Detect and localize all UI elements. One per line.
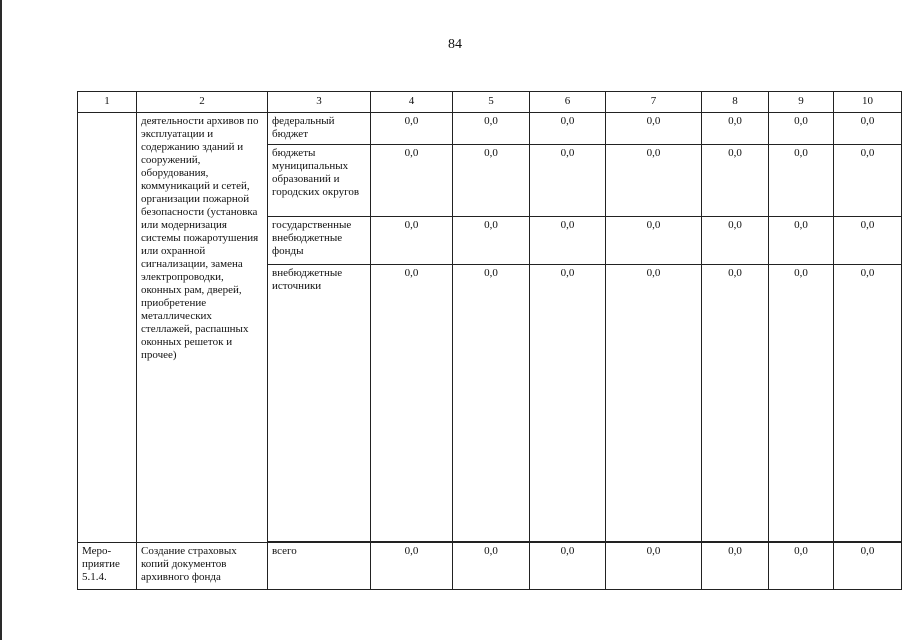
value-cell: 0,0 [606, 113, 702, 145]
column-header: 7 [606, 92, 702, 113]
value-cell: 0,0 [453, 217, 530, 265]
value-cell: 0,0 [769, 113, 834, 145]
value-cell: 0,0 [834, 217, 902, 265]
column-header: 4 [371, 92, 453, 113]
value-cell: 0,0 [530, 265, 606, 542]
column-header: 1 [78, 92, 137, 113]
value-cell: 0,0 [371, 217, 453, 265]
value-cell: 0,0 [530, 217, 606, 265]
value-cell: 0,0 [606, 543, 702, 590]
page-number: 84 [448, 37, 462, 52]
value-cell: 0,0 [834, 543, 902, 590]
value-cell: 0,0 [769, 265, 834, 542]
column-header: 10 [834, 92, 902, 113]
column-header: 5 [453, 92, 530, 113]
funding-source: федеральный бюджет [268, 113, 371, 145]
column-header: 3 [268, 92, 371, 113]
column-header: 8 [702, 92, 769, 113]
value-cell: 0,0 [371, 543, 453, 590]
value-cell: 0,0 [834, 145, 902, 217]
column-header: 6 [530, 92, 606, 113]
value-cell: 0,0 [834, 113, 902, 145]
value-cell: 0,0 [606, 265, 702, 542]
value-cell: 0,0 [530, 113, 606, 145]
value-cell: 0,0 [371, 265, 453, 542]
value-cell: 0,0 [453, 543, 530, 590]
value-cell: 0,0 [606, 145, 702, 217]
measure-code: Меро-приятие 5.1.4. [78, 543, 137, 590]
value-cell: 0,0 [530, 543, 606, 590]
value-cell: 0,0 [453, 265, 530, 542]
value-cell: 0,0 [769, 217, 834, 265]
value-cell: 0,0 [769, 543, 834, 590]
measure-description: деятельности архивов по эксплуатации и содержанию зданий и сооружений, оборудования, коммуникаций и сетей, организации пожарной безопасности (установка или модернизация системы пожаротушения или охранной сигнализации, замена электропроводки, оконных рам, дверей, приобретение металлических стеллажей, распашных оконных решеток и прочее) [137, 113, 268, 543]
value-cell: 0,0 [702, 217, 769, 265]
value-cell: 0,0 [834, 265, 902, 542]
value-cell: 0,0 [453, 145, 530, 217]
funding-source: государственные внебюджетные фонды [268, 217, 371, 265]
value-cell: 0,0 [371, 145, 453, 217]
value-cell: 0,0 [530, 145, 606, 217]
value-cell: 0,0 [702, 543, 769, 590]
table-row [78, 113, 902, 145]
value-cell: 0,0 [769, 145, 834, 217]
column-header: 2 [137, 92, 268, 113]
value-cell: 0,0 [606, 217, 702, 265]
budget-table [77, 91, 902, 590]
measure-description: Создание страховых копий документов архивного фонда [137, 543, 268, 590]
funding-source: всего [268, 543, 371, 590]
table-row [78, 543, 902, 590]
column-header: 9 [769, 92, 834, 113]
value-cell: 0,0 [371, 113, 453, 145]
value-cell: 0,0 [453, 113, 530, 145]
funding-source: внебюджетные источники [268, 265, 371, 542]
page-left-edge [0, 0, 2, 640]
value-cell: 0,0 [702, 145, 769, 217]
value-cell: 0,0 [702, 113, 769, 145]
code-cell-empty [78, 113, 137, 543]
funding-source: бюджеты муниципальных образований и городских округов [268, 145, 371, 217]
value-cell: 0,0 [702, 265, 769, 542]
header-row [78, 92, 902, 113]
